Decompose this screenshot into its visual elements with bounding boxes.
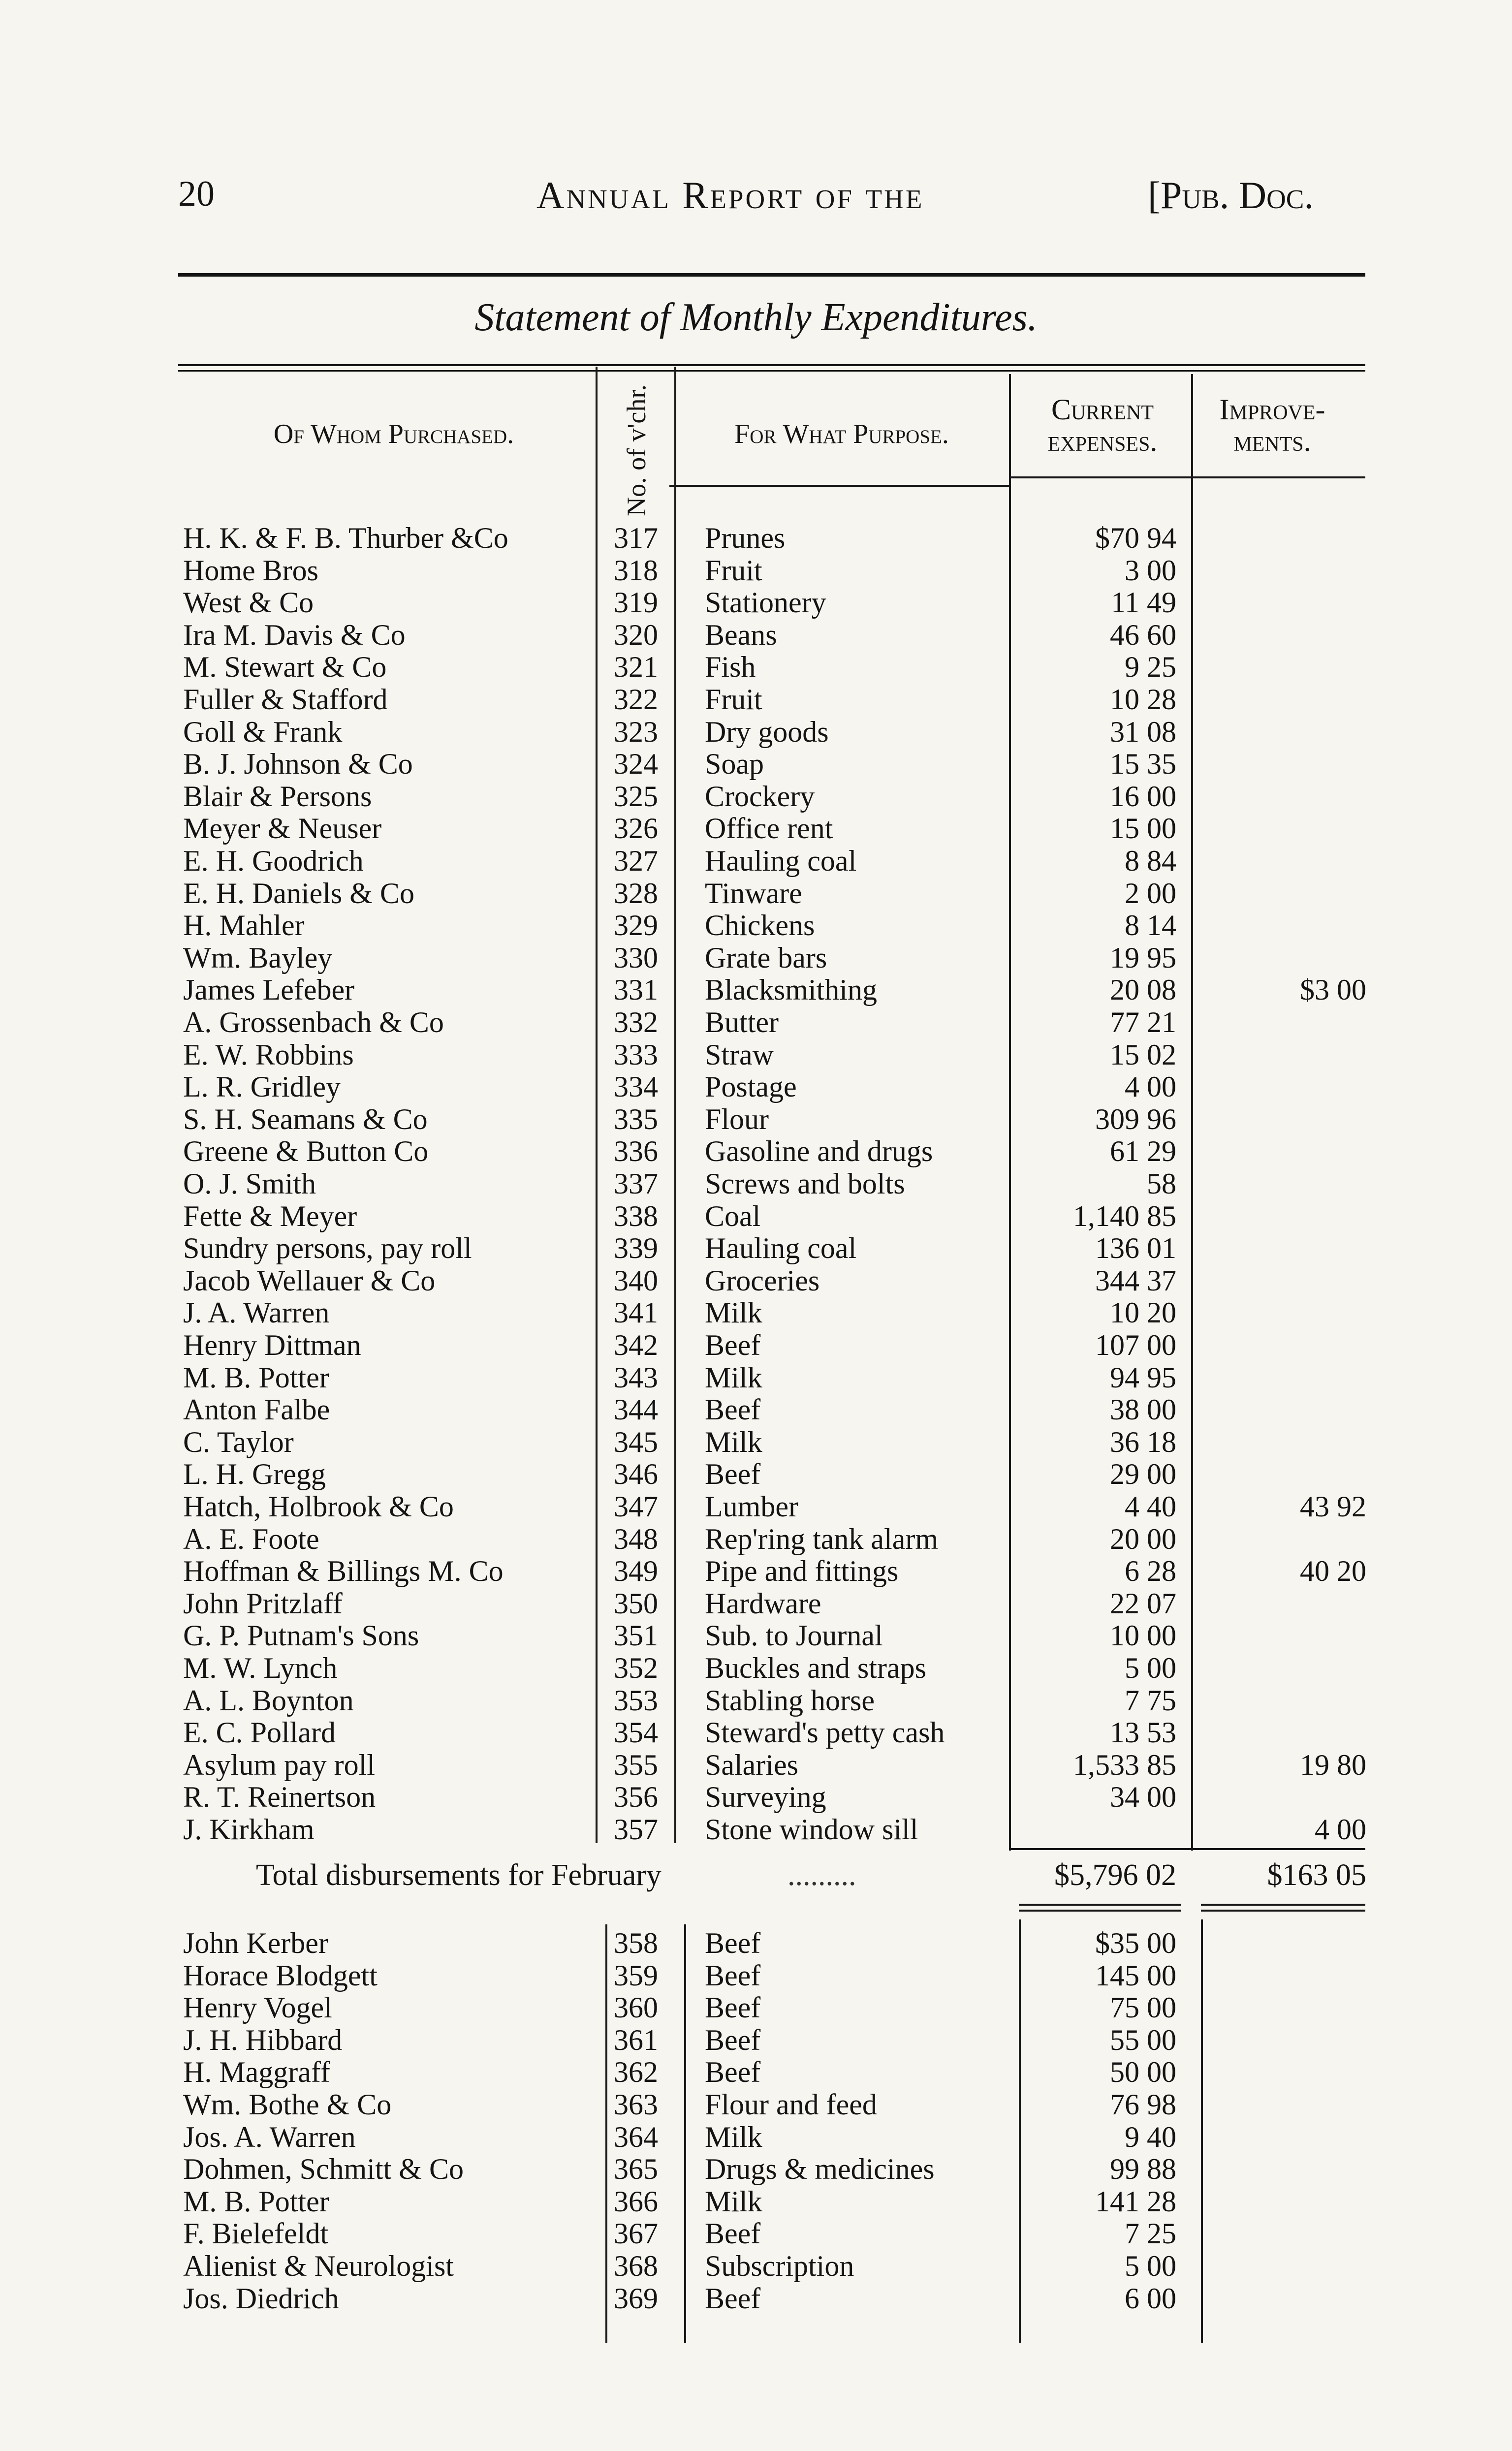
running-head-right: [Pub. Doc. [1148, 174, 1314, 217]
purpose: Chickens [705, 909, 815, 942]
table-row [0, 1490, 1512, 1523]
voucher-number: 334 [614, 1070, 658, 1103]
purchaser-name: Dohmen, Schmitt & Co [183, 2153, 464, 2186]
purchaser-name: E. H. Daniels & Co [183, 877, 414, 910]
current-expense: 20 08 [1110, 974, 1176, 1006]
purpose: Beef [705, 1329, 761, 1361]
header-underline-money [1009, 476, 1365, 478]
current-expense: 55 00 [1110, 2023, 1176, 2056]
purpose: Sub. to Journal [705, 1619, 883, 1652]
purchaser-name: J. Kirkham [183, 1813, 315, 1846]
current-expense: 76 98 [1110, 2088, 1176, 2121]
purpose: Pipe and fittings [705, 1555, 899, 1588]
purchaser-name: O. J. Smith [183, 1167, 316, 1200]
purpose: Grate bars [705, 941, 827, 974]
purpose: Rep'ring tank alarm [705, 1522, 938, 1555]
voucher-number: 357 [614, 1813, 658, 1846]
statement-title: Statement of Monthly Expenditures. [474, 296, 1038, 339]
table-row [0, 1523, 1512, 1555]
purpose: Fish [705, 651, 756, 684]
current-expense: 50 00 [1110, 2056, 1176, 2089]
current-expense: 10 20 [1110, 1296, 1176, 1329]
purpose: Dry goods [705, 715, 829, 748]
purpose: Tinware [705, 877, 802, 910]
current-expense: 141 28 [1095, 2185, 1176, 2218]
total-improvements: $163 05 [1267, 1858, 1366, 1892]
current-expense: 107 00 [1095, 1329, 1176, 1361]
purchaser-name: Wm. Bayley [183, 941, 333, 974]
table-row [0, 1135, 1512, 1167]
table-row [0, 780, 1512, 813]
voucher-number: 356 [614, 1781, 658, 1814]
voucher-number: 326 [614, 812, 658, 845]
table-row [0, 1329, 1512, 1361]
current-expense: 34 00 [1110, 1781, 1176, 1814]
current-expense: 11 49 [1111, 586, 1176, 619]
table-row [0, 2056, 1512, 2088]
table-row [0, 1959, 1512, 1992]
current-expense: $70 94 [1095, 522, 1176, 554]
purpose: Buckles and straps [705, 1652, 926, 1684]
purchaser-name: F. Bielefeldt [183, 2217, 329, 2250]
table-row [0, 1006, 1512, 1038]
purchaser-name: J. H. Hibbard [183, 2023, 343, 2056]
purpose: Beef [705, 2023, 761, 2056]
purpose: Milk [705, 2185, 762, 2218]
purpose: Hauling coal [705, 845, 857, 877]
purchaser-name: Home Bros [183, 554, 318, 587]
purpose: Postage [705, 1070, 797, 1103]
purchaser-name: John Pritzlaff [183, 1587, 343, 1620]
current-expense: 20 00 [1110, 1522, 1176, 1555]
purpose: Beef [705, 1927, 761, 1959]
improvement-amount: 19 80 [1300, 1748, 1366, 1781]
purchaser-name: H. K. & F. B. Thurber &Co [183, 522, 508, 554]
table-row [0, 1296, 1512, 1329]
current-expense: 6 28 [1125, 1555, 1176, 1588]
current-expense: 22 07 [1110, 1587, 1176, 1620]
table-row [0, 619, 1512, 651]
table-row [0, 1991, 1512, 2024]
table-row [0, 1458, 1512, 1490]
purchaser-name: Hatch, Holbrook & Co [183, 1490, 454, 1523]
current-expense: 309 96 [1095, 1102, 1176, 1135]
improvement-amount: 43 92 [1300, 1490, 1366, 1523]
purchaser-name: E. H. Goodrich [183, 845, 364, 877]
table-row [0, 2282, 1512, 2315]
col-whom-purchased: Of Whom Purchased. [273, 419, 514, 449]
purpose: Screws and bolts [705, 1167, 905, 1200]
col-purpose: For What Purpose. [734, 419, 949, 449]
purpose: Beef [705, 1393, 761, 1426]
total-double-rule-c [1201, 1904, 1365, 1906]
header-underline-purpose [669, 485, 1009, 487]
improvement-amount: $3 00 [1300, 974, 1366, 1006]
purpose: Soap [705, 748, 764, 781]
voucher-number: 351 [614, 1619, 658, 1652]
purchaser-name: B. J. Johnson & Co [183, 748, 413, 781]
table-row [0, 974, 1512, 1006]
purchaser-name: Greene & Button Co [183, 1135, 429, 1168]
voucher-number: 363 [614, 2088, 658, 2121]
purchaser-name: West & Co [183, 586, 314, 619]
table-row [0, 2217, 1512, 2250]
current-expense: 8 14 [1125, 909, 1176, 942]
total-current: $5,796 02 [1054, 1858, 1176, 1892]
voucher-number: 368 [614, 2250, 658, 2282]
current-expense: 16 00 [1110, 780, 1176, 813]
purpose: Hauling coal [705, 1232, 857, 1265]
current-expense: 36 18 [1110, 1425, 1176, 1458]
table-row [0, 1749, 1512, 1781]
total-label: Total disbursements for February [256, 1858, 662, 1892]
purpose: Gasoline and drugs [705, 1135, 933, 1168]
table-row [0, 2121, 1512, 2153]
total-leader: ......... [788, 1858, 856, 1892]
table-row [0, 716, 1512, 748]
current-expense: 94 95 [1110, 1361, 1176, 1394]
voucher-number: 340 [614, 1264, 658, 1297]
current-expense: 99 88 [1110, 2153, 1176, 2186]
purchaser-name: Fette & Meyer [183, 1199, 357, 1232]
voucher-number: 366 [614, 2185, 658, 2218]
purchaser-name: Goll & Frank [183, 715, 343, 748]
current-expense: 7 75 [1125, 1684, 1176, 1717]
voucher-number: 327 [614, 845, 658, 877]
col-current-expenses: Current expenses. [1047, 393, 1158, 457]
purpose: Butter [705, 1006, 779, 1038]
purchaser-name: R. T. Reinertson [183, 1781, 376, 1814]
current-expense: 1,533 85 [1073, 1748, 1176, 1781]
col-voucher-label: No. of v'chr. [622, 384, 651, 516]
table-row [0, 1264, 1512, 1297]
table-row [0, 2250, 1512, 2282]
current-expense: 10 28 [1110, 683, 1176, 716]
current-expense: 8 84 [1125, 845, 1176, 877]
purchaser-name: M. W. Lynch [183, 1652, 338, 1684]
voucher-number: 345 [614, 1425, 658, 1458]
header-rule [178, 273, 1365, 277]
purchaser-name: Hoffman & Billings M. Co [183, 1555, 504, 1588]
voucher-number: 354 [614, 1716, 658, 1749]
voucher-number: 328 [614, 877, 658, 910]
col-improvements: Improve-ments. [1219, 393, 1325, 457]
purchaser-name: H. Mahler [183, 909, 305, 942]
voucher-number: 318 [614, 554, 658, 587]
current-expense: 3 00 [1125, 554, 1176, 587]
purpose: Salaries [705, 1748, 798, 1781]
table-row [0, 1619, 1512, 1652]
current-expense: 10 00 [1110, 1619, 1176, 1652]
purpose: Fruit [705, 554, 762, 587]
voucher-number: 332 [614, 1006, 658, 1038]
purchaser-name: S. H. Seamans & Co [183, 1102, 428, 1135]
total-double-rule-a [1019, 1904, 1181, 1906]
voucher-number: 361 [614, 2023, 658, 2056]
purchaser-name: Jos. Diedrich [183, 2282, 339, 2315]
purpose: Milk [705, 1361, 762, 1394]
voucher-number: 349 [614, 1555, 658, 1588]
purchaser-name: Wm. Bothe & Co [183, 2088, 392, 2121]
purpose: Blacksmithing [705, 974, 877, 1006]
purchaser-name: Henry Dittman [183, 1329, 361, 1361]
table-row [0, 522, 1512, 554]
purchaser-name: James Lefeber [183, 974, 355, 1006]
purpose: Milk [705, 1425, 762, 1458]
current-expense: 344 37 [1095, 1264, 1176, 1297]
purpose: Beans [705, 618, 777, 651]
current-expense: 7 25 [1125, 2217, 1176, 2250]
table-row [0, 1716, 1512, 1749]
purchaser-name: E. C. Pollard [183, 1716, 336, 1749]
table-row [0, 1684, 1512, 1717]
voucher-number: 341 [614, 1296, 658, 1329]
current-expense: 4 40 [1125, 1490, 1176, 1523]
current-expense: 5 00 [1125, 1652, 1176, 1684]
purpose: Flour and feed [705, 2088, 877, 2121]
improvement-amount: 40 20 [1300, 1555, 1366, 1588]
current-expense: 145 00 [1095, 1959, 1176, 1992]
purchaser-name: Alienist & Neurologist [183, 2250, 454, 2282]
table-row [0, 1813, 1512, 1846]
purpose: Surveying [705, 1781, 826, 1814]
current-expense: 46 60 [1110, 618, 1176, 651]
purchaser-name: Blair & Persons [183, 780, 372, 813]
current-expense: 77 21 [1110, 1006, 1176, 1038]
table-row [0, 2185, 1512, 2218]
page-number: 20 [178, 174, 215, 214]
purchaser-name: L. H. Gregg [183, 1458, 326, 1491]
total-double-rule-b [1019, 1910, 1181, 1912]
table-row [0, 1103, 1512, 1135]
purpose: Office rent [705, 812, 833, 845]
purpose: Lumber [705, 1490, 798, 1523]
current-expense: $35 00 [1095, 1927, 1176, 1959]
current-expense: 15 35 [1110, 748, 1176, 781]
voucher-number: 333 [614, 1038, 658, 1071]
purpose: Fruit [705, 683, 762, 716]
table-row [0, 2024, 1512, 2056]
table-row [0, 554, 1512, 587]
voucher-number: 343 [614, 1361, 658, 1394]
current-expense: 19 95 [1110, 941, 1176, 974]
purpose: Steward's petty cash [705, 1716, 945, 1749]
col-voucher-number [604, 386, 668, 514]
purpose: Stabling horse [705, 1684, 875, 1717]
purchaser-name: John Kerber [183, 1927, 328, 1959]
voucher-number: 342 [614, 1329, 658, 1361]
running-head: Annual Report of the [536, 174, 924, 217]
purpose: Groceries [705, 1264, 820, 1297]
purpose: Hardware [705, 1587, 821, 1620]
purpose: Stationery [705, 586, 826, 619]
purpose: Prunes [705, 522, 786, 554]
table-top-rule [178, 364, 1365, 366]
current-expense: 9 40 [1125, 2120, 1176, 2153]
purchaser-name: A. Grossenbach & Co [183, 1006, 444, 1038]
voucher-number: 321 [614, 651, 658, 684]
voucher-number: 324 [614, 748, 658, 781]
current-expense: 13 53 [1110, 1716, 1176, 1749]
table-row [0, 2088, 1512, 2121]
table-row [0, 877, 1512, 910]
voucher-number: 346 [614, 1458, 658, 1491]
voucher-number: 317 [614, 522, 658, 554]
voucher-number: 325 [614, 780, 658, 813]
voucher-number: 330 [614, 941, 658, 974]
table-row [0, 1393, 1512, 1426]
purchaser-name: Sundry persons, pay roll [183, 1232, 472, 1265]
voucher-number: 350 [614, 1587, 658, 1620]
voucher-number: 365 [614, 2153, 658, 2186]
table-row [0, 1555, 1512, 1587]
sum-rule [1009, 1848, 1365, 1850]
voucher-number: 359 [614, 1959, 658, 1992]
voucher-number: 355 [614, 1748, 658, 1781]
current-expense: 2 00 [1125, 877, 1176, 910]
purchaser-name: Horace Blodgett [183, 1959, 378, 1992]
current-expense: 29 00 [1110, 1458, 1176, 1491]
table-row [0, 812, 1512, 845]
purchaser-name: Ira M. Davis & Co [183, 618, 406, 651]
purpose: Straw [705, 1038, 774, 1071]
voucher-number: 362 [614, 2056, 658, 2089]
purchaser-name: C. Taylor [183, 1425, 294, 1458]
table-row [0, 909, 1512, 942]
current-expense: 15 00 [1110, 812, 1176, 845]
table-row [0, 2153, 1512, 2185]
purchaser-name: E. W. Robbins [183, 1038, 354, 1071]
purpose: Beef [705, 1458, 761, 1491]
voucher-number: 358 [614, 1927, 658, 1959]
table-row [0, 1200, 1512, 1232]
current-expense: 38 00 [1110, 1393, 1176, 1426]
current-expense: 1,140 85 [1073, 1199, 1176, 1232]
purpose: Flour [705, 1102, 769, 1135]
purpose: Coal [705, 1199, 761, 1232]
voucher-number: 347 [614, 1490, 658, 1523]
voucher-number: 360 [614, 1991, 658, 2024]
table-row [0, 1781, 1512, 1813]
current-expense: 75 00 [1110, 1991, 1176, 2024]
voucher-number: 337 [614, 1167, 658, 1200]
current-expense: 61 29 [1110, 1135, 1176, 1168]
current-expense: 136 01 [1095, 1232, 1176, 1265]
voucher-number: 320 [614, 618, 658, 651]
voucher-number: 353 [614, 1684, 658, 1717]
purchaser-name: Jacob Wellauer & Co [183, 1264, 436, 1297]
voucher-number: 331 [614, 974, 658, 1006]
voucher-number: 348 [614, 1522, 658, 1555]
purchaser-name: A. L. Boynton [183, 1684, 354, 1717]
voucher-number: 364 [614, 2120, 658, 2153]
voucher-number: 335 [614, 1102, 658, 1135]
table-row [0, 1587, 1512, 1620]
purchaser-name: Fuller & Stafford [183, 683, 388, 716]
voucher-number: 367 [614, 2217, 658, 2250]
purchaser-name: H. Maggraff [183, 2056, 330, 2089]
table-row [0, 651, 1512, 683]
purchaser-name: G. P. Putnam's Sons [183, 1619, 419, 1652]
purchaser-name: J. A. Warren [183, 1296, 330, 1329]
voucher-number: 323 [614, 715, 658, 748]
purpose: Beef [705, 1959, 761, 1992]
purpose: Subscription [705, 2250, 854, 2282]
purpose: Beef [705, 2056, 761, 2089]
table-row [0, 1167, 1512, 1200]
voucher-number: 339 [614, 1232, 658, 1265]
current-expense: 9 25 [1125, 651, 1176, 684]
voucher-number: 338 [614, 1199, 658, 1232]
purchaser-name: Asylum pay roll [183, 1748, 375, 1781]
purpose: Crockery [705, 780, 815, 813]
voucher-number: 369 [614, 2282, 658, 2315]
purpose: Drugs & medicines [705, 2153, 935, 2186]
purpose: Stone window sill [705, 1813, 918, 1846]
table-row [0, 586, 1512, 619]
current-expense: 4 00 [1125, 1070, 1176, 1103]
purpose: Beef [705, 1991, 761, 2024]
current-expense: 6 00 [1125, 2282, 1176, 2315]
table-row [0, 1232, 1512, 1264]
improvement-amount: 4 00 [1315, 1813, 1366, 1846]
table-top-rule-thin [178, 370, 1365, 372]
purchaser-name: L. R. Gridley [183, 1070, 341, 1103]
voucher-number: 344 [614, 1393, 658, 1426]
table-row [0, 1927, 1512, 1959]
current-expense: 15 02 [1110, 1038, 1176, 1071]
voucher-number: 329 [614, 909, 658, 942]
purchaser-name: Jos. A. Warren [183, 2120, 356, 2153]
purpose: Beef [705, 2217, 761, 2250]
table-row [0, 683, 1512, 716]
purchaser-name: Henry Vogel [183, 1991, 332, 2024]
voucher-number: 319 [614, 586, 658, 619]
table-row [0, 942, 1512, 974]
purchaser-name: A. E. Foote [183, 1522, 319, 1555]
voucher-number: 352 [614, 1652, 658, 1684]
table-row [0, 1361, 1512, 1394]
purpose: Beef [705, 2282, 761, 2315]
current-expense: 5 00 [1125, 2250, 1176, 2282]
table-row [0, 1070, 1512, 1103]
current-expense: 31 08 [1110, 715, 1176, 748]
table-row [0, 1038, 1512, 1071]
purchaser-name: Meyer & Neuser [183, 812, 382, 845]
table-row [0, 1426, 1512, 1458]
purchaser-name: M. B. Potter [183, 2185, 329, 2218]
purpose: Milk [705, 2120, 762, 2153]
voucher-number: 336 [614, 1135, 658, 1168]
table-row [0, 1652, 1512, 1684]
purchaser-name: Anton Falbe [183, 1393, 330, 1426]
purchaser-name: M. Stewart & Co [183, 651, 387, 684]
voucher-number: 322 [614, 683, 658, 716]
table-row [0, 748, 1512, 780]
purchaser-name: M. B. Potter [183, 1361, 329, 1394]
table-row [0, 845, 1512, 877]
purpose: Milk [705, 1296, 762, 1329]
total-double-rule-d [1201, 1910, 1365, 1912]
total-row [0, 1855, 1512, 1895]
current-expense: 58 [1147, 1167, 1176, 1200]
